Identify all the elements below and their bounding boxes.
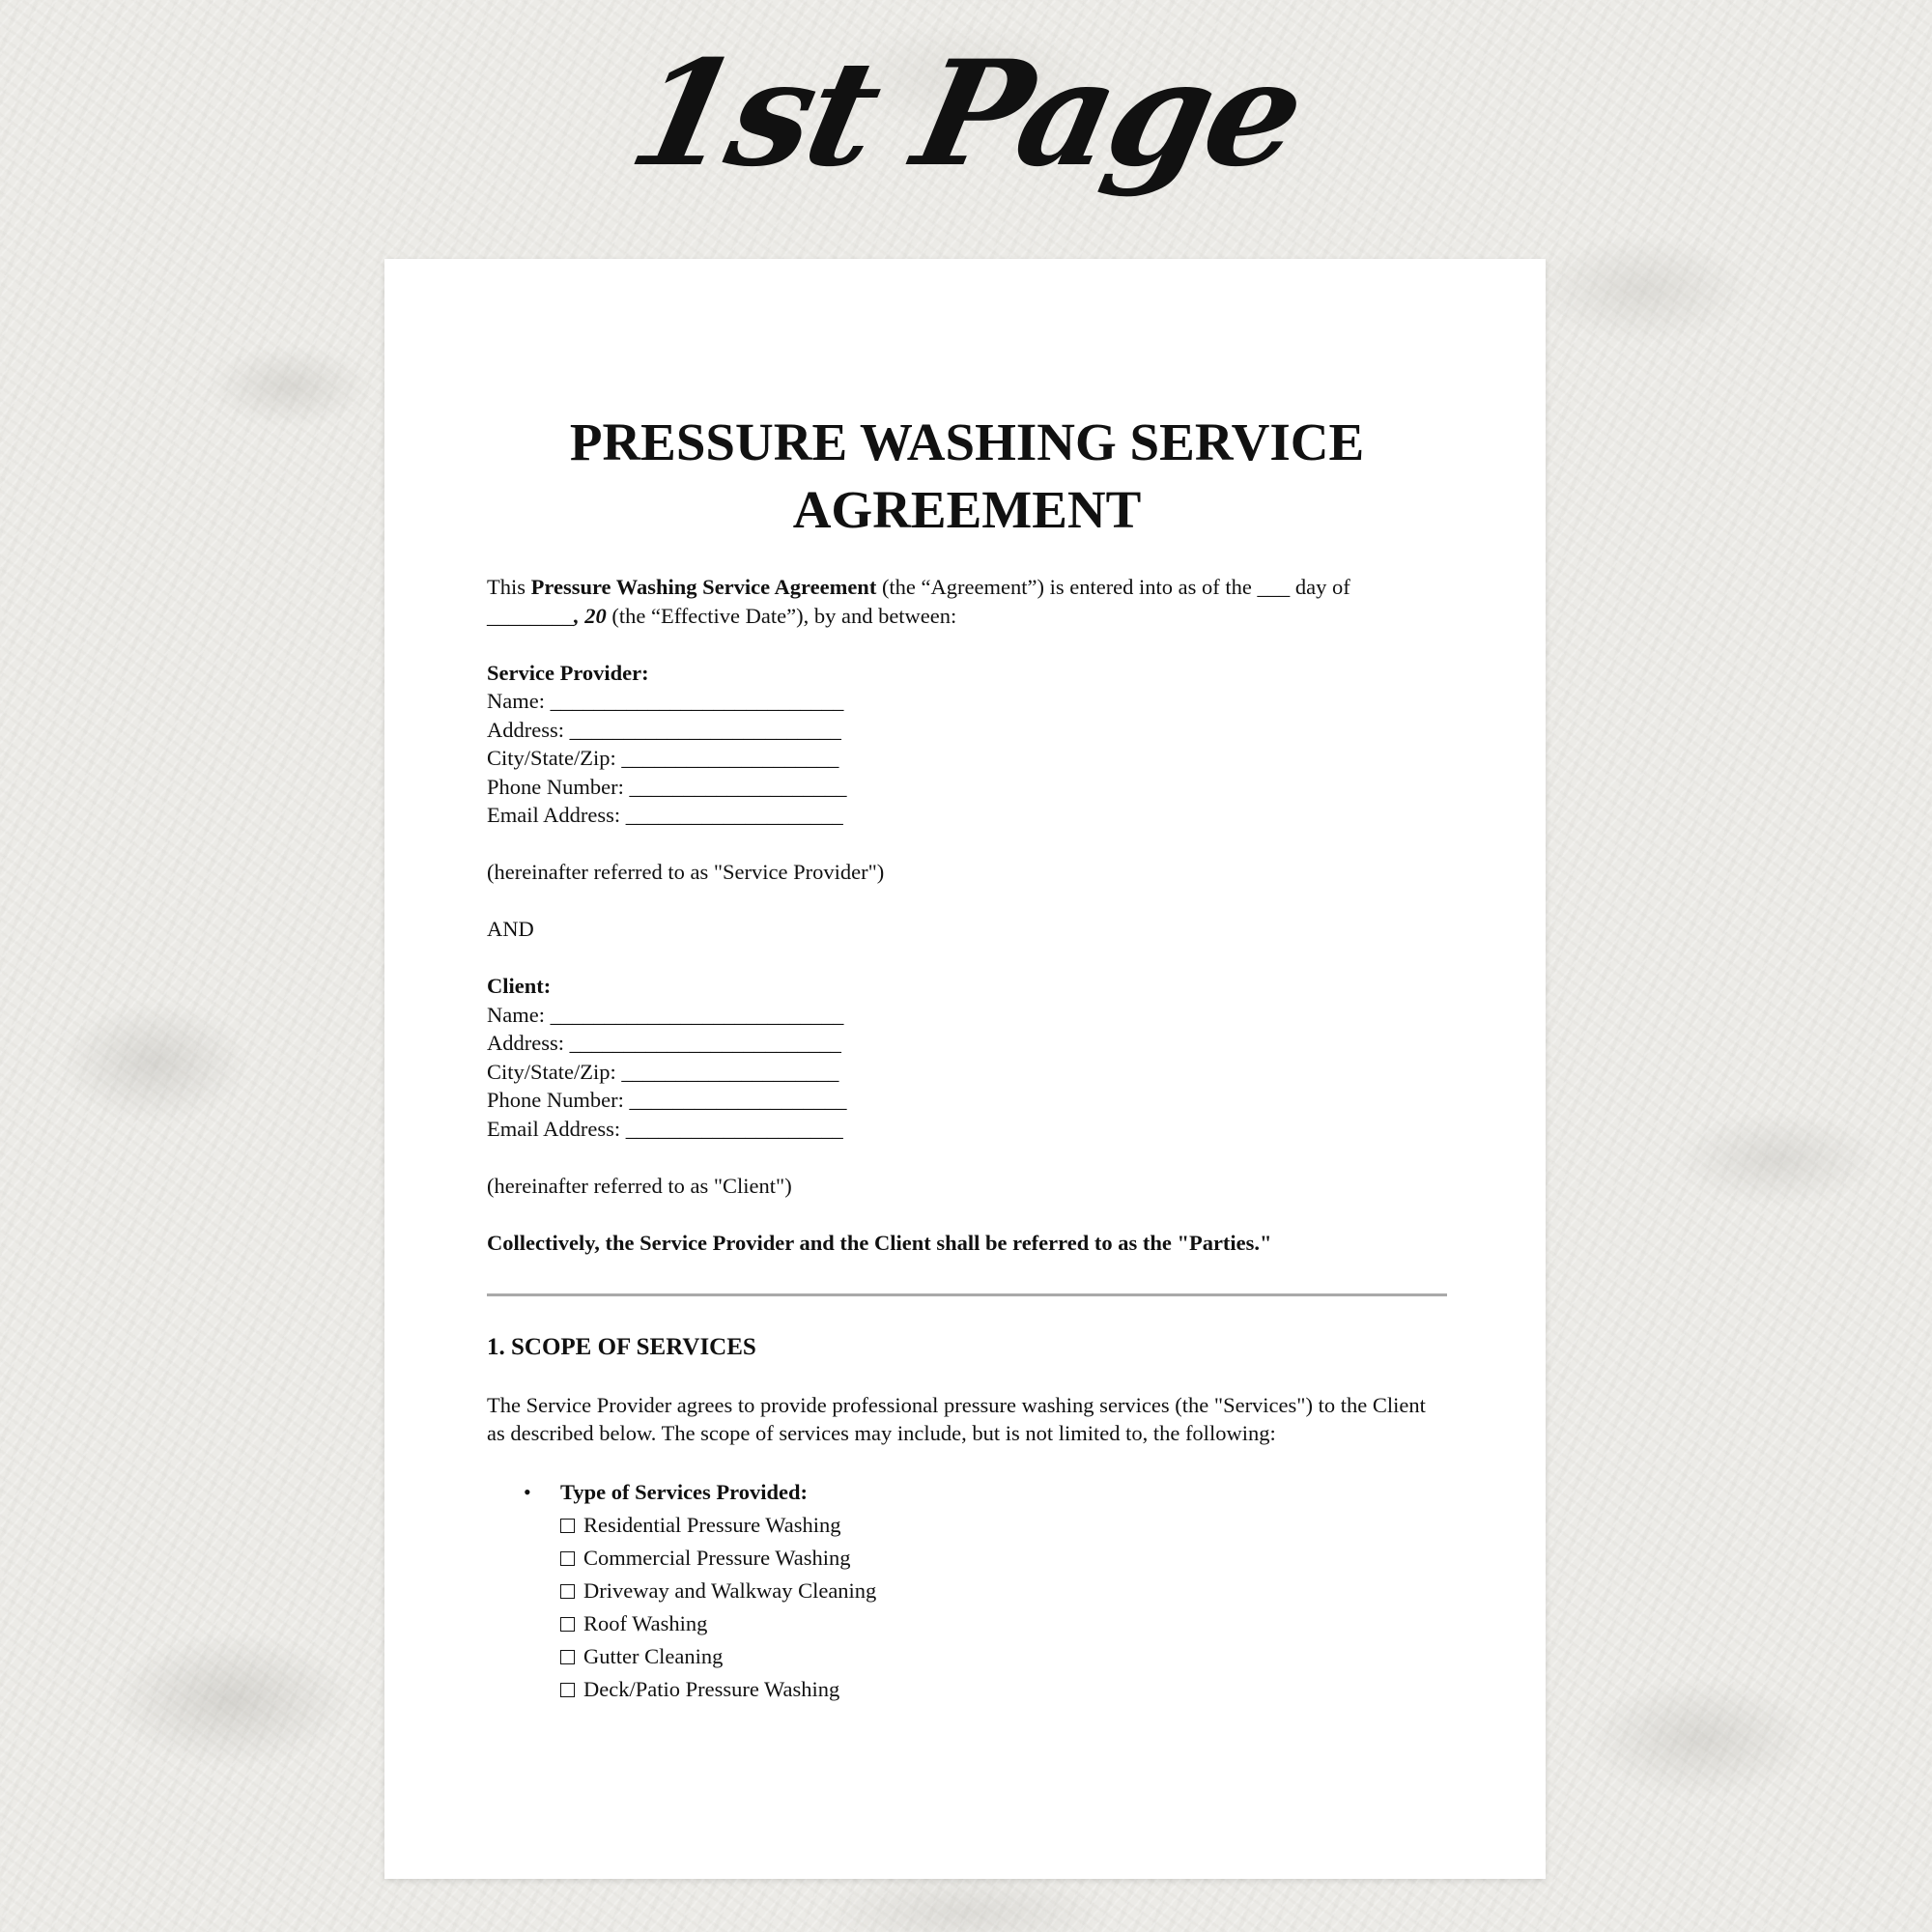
section-1-paragraph: The Service Provider agrees to provide professional pressure washing services (the "Services") to the Client as described below. The scope of services may include, but is not limited to, the following: <box>487 1392 1426 1445</box>
service-provider-label: Service Provider: <box>487 660 649 685</box>
service-option <box>560 1575 1447 1607</box>
client-name-field: Name: ___________________________ <box>487 1002 844 1027</box>
client-label: Client: <box>487 974 552 998</box>
checkbox-icon <box>560 1617 575 1632</box>
client-referred-text: (hereinafter referred to as "Client") <box>487 1173 792 1198</box>
document-title <box>487 409 1447 544</box>
client-email-field: Email Address: ____________________ <box>487 1116 843 1141</box>
provider-phone-field: Phone Number: ____________________ <box>487 774 847 799</box>
service-option <box>560 1542 1447 1575</box>
and-text: AND <box>487 917 534 941</box>
bullet-icon: • <box>524 1480 531 1504</box>
service-option-label: Commercial Pressure Washing <box>583 1546 851 1570</box>
section-1-heading: 1. SCOPE OF SERVICES <box>487 1334 756 1360</box>
service-option <box>560 1607 1447 1640</box>
provider-city-field: City/State/Zip: ____________________ <box>487 746 839 770</box>
client-phone-field: Phone Number: ____________________ <box>487 1088 847 1112</box>
intro-text-1: This <box>487 575 531 599</box>
services-bullet <box>487 1476 1447 1706</box>
provider-address-field: Address: _________________________ <box>487 717 841 742</box>
client-address-field: Address: _________________________ <box>487 1031 841 1055</box>
service-option-label: Driveway and Walkway Cleaning <box>583 1578 877 1603</box>
section-divider <box>487 1293 1447 1296</box>
service-option-label: Residential Pressure Washing <box>583 1513 841 1537</box>
page-heading: 1st Page <box>616 29 1316 199</box>
service-option-label: Roof Washing <box>583 1611 708 1635</box>
provider-name-field: Name: ___________________________ <box>487 689 844 713</box>
checkbox-icon <box>560 1683 575 1697</box>
intro-text-3: (the “Agreement”) is entered into as of the ___ day of ________ <box>487 575 1350 628</box>
checkbox-icon <box>560 1519 575 1533</box>
checkbox-icon <box>560 1551 575 1566</box>
service-option <box>560 1640 1447 1673</box>
provider-referred-text: (hereinafter referred to as "Service Provider") <box>487 860 885 884</box>
service-provider-block <box>487 659 1447 830</box>
intro-agreement-name: Pressure Washing Service Agreement <box>530 575 877 599</box>
checkbox-icon <box>560 1584 575 1599</box>
document-content <box>487 409 1447 1706</box>
provider-email-field: Email Address: ____________________ <box>487 803 843 827</box>
service-option-label: Deck/Patio Pressure Washing <box>583 1677 840 1701</box>
collective-statement: Collectively, the Service Provider and the Client shall be referred to as the "Parties." <box>487 1230 1272 1255</box>
intro-text-5: (the “Effective Date”), by and between: <box>606 603 957 628</box>
client-city-field: City/State/Zip: ____________________ <box>487 1059 839 1084</box>
services-bullet-label: Type of Services Provided: <box>560 1480 809 1504</box>
title-line-2: AGREEMENT <box>792 480 1142 539</box>
service-option-label: Gutter Cleaning <box>583 1644 724 1668</box>
document-page <box>384 259 1546 1879</box>
service-option <box>560 1509 1447 1542</box>
checkbox-icon <box>560 1650 575 1664</box>
service-option <box>560 1673 1447 1706</box>
intro-paragraph <box>487 573 1447 630</box>
title-line-1: PRESSURE WASHING SERVICE <box>569 412 1365 471</box>
intro-year: , 20 <box>574 603 607 628</box>
client-block <box>487 972 1447 1143</box>
